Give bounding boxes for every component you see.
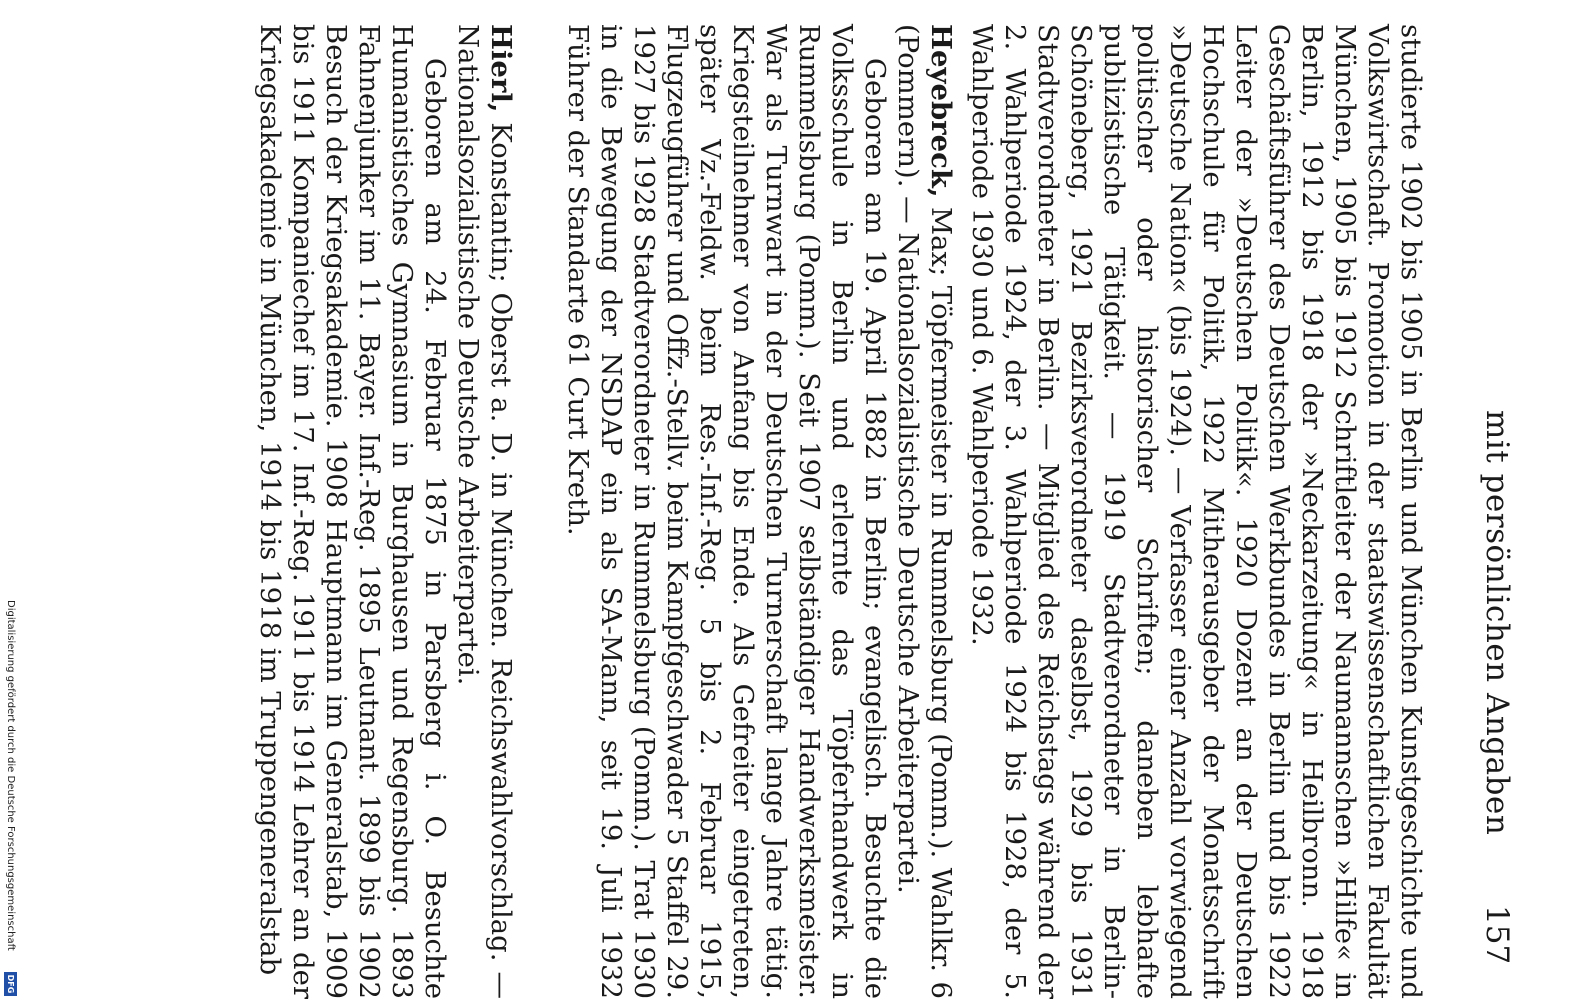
entry-heading-text: Max; Töpfermeister in Rummelsburg (Pomm.). Wahlkr. 6 (Pommern). — Nationalsozialistische Deutsche Arbeiterpartei. <box>892 24 957 999</box>
entry-heading <box>891 24 957 999</box>
entry-name: Heyebreck, <box>925 24 957 198</box>
entry-hierl <box>253 24 517 999</box>
entry-heyebreck <box>561 24 957 999</box>
entry-body: Geboren am 24. Februar 1875 in Parsberg i. O. Besuchte Humanistisches Gymnasium in Burghausen und Regensburg. 1893 Fahnenjunker im 11. Bayer. Inf.-Reg. 1895 Leutnant. 1899 bis 1902 Besuch der Kriegsakademie. 1908 Hauptmann im Generalstab, 1909 bis 1911 Kompaniechef im 17. Inf.-Reg. 1911 bis 1914 Lehrer an der Kriegsakademie in München, 1914 bis 1918 im Truppengeneralstab <box>254 24 451 999</box>
entry-body: studierte 1902 bis 1905 in Berlin und München Kunstgeschichte und Volkswirtschaft. Promotion in der staatswissenschaftlichen Fakultät München, 1905 bis 1912 Schriftleiter der Naumannschen »Hilfe« in Berlin, 1912 bis 1918 der »Neckarzeitung« in Heilbronn. 1918 Geschäftsführer des Deutschen Werkbundes in Berlin und bis 1922 Leiter der »Deutschen Politik«. 1920 Dozent an der Deutschen Hochschule für Politik, 1922 Mitherausgeber der Monatsschrift »Deutsche Nation« (bis 1924). — Verfasser einer Anzahl vorwiegend politischer oder historischer Schriften; daneben lebhafte publizistische Tätigkeit. — 1919 Stadtverordneter in Berlin-Schöneberg, 1921 Bezirksverordneter daselbst, 1929 bis 1931 Stadtverordneter in Berlin. — Mitglied des Reichstags während der 2. Wahlperiode 1924, der 3. Wahlperiode 1924 bis 1928, der 5. Wahlperiode 1930 und 6. Wahlperiode 1932. <box>966 24 1427 999</box>
page-number: 157 <box>1479 905 1515 965</box>
entry-name: Hierl, <box>485 24 517 113</box>
entry-heading <box>451 24 517 999</box>
credit-text: Digitalisierung gefördert durch die Deutsche Forschungsgemeinschaft <box>5 600 16 951</box>
dfg-logo: DFG <box>4 972 17 996</box>
entry-heading-text: Konstantin; Oberst a. D. in München. Reichswahlvorschlag. — Nationalsozialistische Deutsche Arbeiterpartei. <box>452 24 517 999</box>
entry-body: Geboren am 19. April 1882 in Berlin; evangelisch. Besuchte die Volksschule in Berlin und erlernte das Töpferhandwerk in Rummelsburg (Pomm.). Seit 1907 selbständiger Handwerksmeister. War als Turnwart in der Deutschen Turnerschaft lange Jahre tätig. Kriegsteilnehmer von Anfang bis Ende. Als Gefreiter eingetreten, später Vz.-Feldw. beim Res.-Inf.-Reg. 5 bis 2. Februar 1915, Flugzeugführer und Offz.-Stellv. beim Kampfgeschwader 5 Staffel 29. 1927 bis 1928 Stadtverordneter in Rummelsburg (Pomm.). Trat 1930 in die Bewegung der NSDAP ein als SA-Mann, seit 19. Juli 1932 Führer der Standarte 61 Curt Kreth. <box>562 24 891 999</box>
digitization-credit <box>0 0 20 1000</box>
running-head: mit persönlichen Angaben <box>1479 410 1515 836</box>
entry-continuation <box>965 24 1427 999</box>
